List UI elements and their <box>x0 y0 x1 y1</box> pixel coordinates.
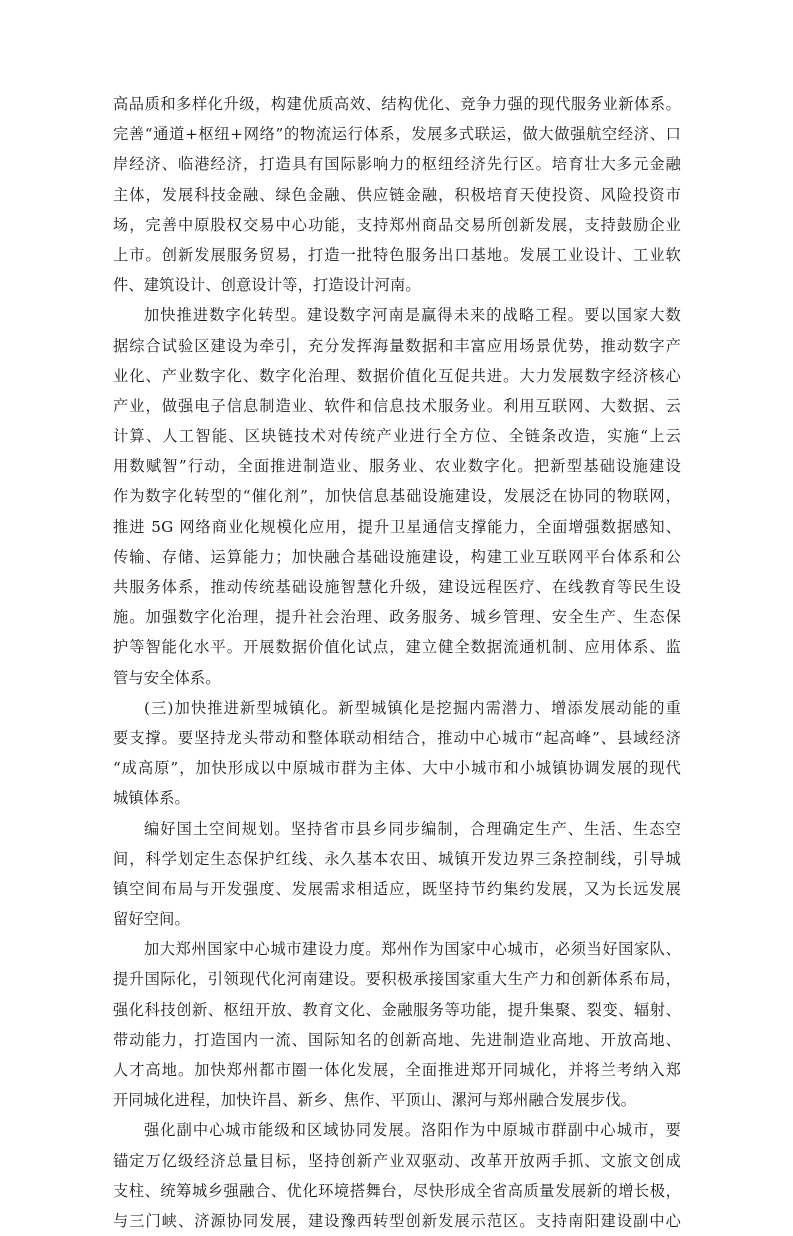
paragraph-line: 岸经济、临港经济，打造具有国际影响力的枢纽经济先行区。培育壮大多元金融 <box>113 155 681 174</box>
paragraph-line: 支柱、统筹城乡强融合、优化环境搭舞台，尽快形成全省高质量发展新的增长极， <box>113 1181 681 1200</box>
paragraph-line: 场，完善中原股权交易中心功能，支持郑州商品交易所创新发展，支持鼓励企业 <box>113 215 681 234</box>
paragraph-line: 开同城化进程，加快许昌、新乡、焦作、平顶山、漯河与郑州融合发展步伐。 <box>113 1091 637 1110</box>
paragraph-line: 间，科学划定生态保护红线、永久基本农田、城镇开发边界三条控制线，引导城 <box>113 849 681 868</box>
paragraph-line: “成高原”，加快形成以中原城市群为主体、大中小城市和小城镇协调发展的现代 <box>113 759 681 778</box>
paragraph-line: 主体，发展科技金融、绿色金融、供应链金融，积极培育天使投资、风险投资市 <box>113 185 681 204</box>
paragraph-line: 锚定万亿级经济总量目标，坚持创新产业双驱动、改革开放两手抓、文旅文创成 <box>113 1151 681 1170</box>
paragraph-line: 作为数字化转型的“催化剂”，加快信息基础设施建设，发展泛在协同的物联网， <box>113 487 681 506</box>
paragraph-line: 完善“通道+枢纽+网络”的物流运行体系，发展多式联运，做大做强航空经济、口 <box>113 125 681 144</box>
paragraph-line: 件、建筑设计、创意设计等，打造设计河南。 <box>113 276 421 295</box>
paragraph-line: 提升国际化，引领现代化河南建设。要积极承接国家重大生产力和创新体系布局， <box>113 970 681 989</box>
paragraph-first-line: 加大郑州国家中心城市建设力度。郑州作为国家中心城市，必须当好国家队、 <box>144 940 681 959</box>
paragraph-line: 计算、人工智能、区块链技术对传统产业进行全方位、全链条改造，实施“上云 <box>113 427 681 446</box>
paragraph-line: 施。加强数字化治理，提升社会治理、政务服务、城乡管理、安全生产、生态保 <box>113 608 681 627</box>
paragraph-line: 上市。创新发展服务贸易，打造一批特色服务出口基地。发展工业设计、工业软 <box>113 245 681 264</box>
paragraph-line: 据综合试验区建设为牵引，充分发挥海量数据和丰富应用场景优势，推动数字产 <box>113 336 681 355</box>
paragraph-line: 推进 5G 网络商业化规模化应用，提升卫星通信支撑能力，全面增强数据感知、 <box>113 517 681 536</box>
paragraph-line: 留好空间。 <box>113 910 190 929</box>
paragraph-line: 用数赋智”行动，全面推进制造业、服务业、农业数字化。把新型基础设施建设 <box>113 457 681 476</box>
paragraph-first-line: (三)加快推进新型城镇化。新型城镇化是挖掘内需潜力、增添发展动能的重 <box>144 698 681 717</box>
paragraph-line: 带动能力，打造国内一流、国际知名的创新高地、先进制造业高地、开放高地、 <box>113 1030 681 1049</box>
paragraph-line: 要支撑。要坚持龙头带动和整体联动相结合，推动中心城市“起高峰”、县域经济 <box>113 728 681 747</box>
paragraph-line: 传输、存储、运算能力；加快融合基础设施建设，构建工业互联网平台体系和公 <box>113 547 681 566</box>
paragraph-line: 护等智能化水平。开展数据价值化试点，建立健全数据流通机制、应用体系、监 <box>113 638 681 657</box>
paragraph-line: 业化、产业数字化、数字化治理、数据价值化互促共进。大力发展数字经济核心 <box>113 366 681 385</box>
paragraph-line: 与三门峡、济源协同发展，建设豫西转型创新发展示范区。支持南阳建设副中心 <box>113 1211 681 1230</box>
paragraph-line: 共服务体系，推动传统基础设施智慧化升级，建设远程医疗、在线教育等民生设 <box>113 578 681 596</box>
paragraph-line: 镇空间布局与开发强度、发展需求相适应，既坚持节约集约发展，又为长远发展 <box>113 879 681 898</box>
paragraph-line: 高品质和多样化升级，构建优质高效、结构优化、竞争力强的现代服务业新体系。 <box>113 95 681 113</box>
document-body <box>113 89 681 1236</box>
paragraph-line: 城镇体系。 <box>113 789 190 808</box>
paragraph-line: 产业，做强电子信息制造业、软件和信息技术服务业。利用互联网、大数据、云 <box>113 396 681 415</box>
paragraph-line: 强化科技创新、枢纽开放、教育文化、金融服务等功能，提升集聚、裂变、辐射、 <box>113 1000 681 1019</box>
paragraph-first-line: 强化副中心城市能级和区域协同发展。洛阳作为中原城市群副中心城市，要 <box>144 1121 681 1140</box>
paragraph-first-line: 加快推进数字化转型。建设数字河南是赢得未来的战略工程。要以国家大数 <box>144 306 681 325</box>
paragraph-line: 管与安全体系。 <box>113 668 221 687</box>
paragraph-first-line: 编好国土空间规划。坚持省市县乡同步编制，合理确定生产、生活、生态空 <box>144 819 681 838</box>
paragraph-line: 人才高地。加快郑州都市圈一体化发展，全面推进郑开同城化，并将兰考纳入郑 <box>113 1061 681 1079</box>
